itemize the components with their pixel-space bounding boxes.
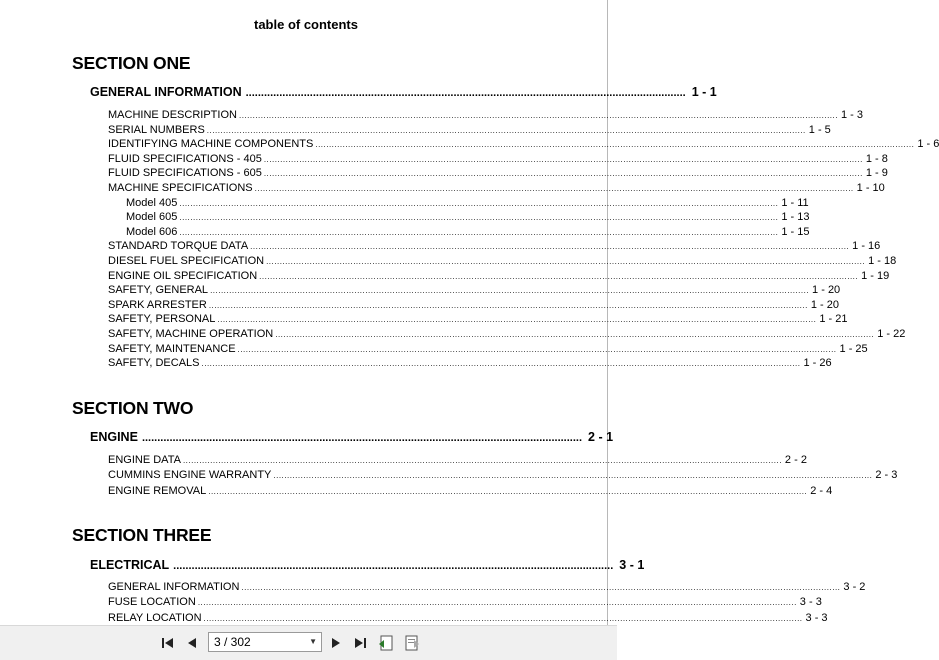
dot-leader: ............................................................................................................................................................................................................................ [206,125,806,135]
toc-entry[interactable] [108,468,898,482]
chapter-page: 2 - 1 [588,430,614,444]
toc-entry[interactable] [108,254,897,268]
toc-entry-page: 1 - 5 [808,123,831,136]
go-back-button[interactable] [378,635,394,651]
section-heading: SECTION THREE [72,525,212,545]
previous-page-button[interactable] [184,635,200,651]
toc-entry-label: STANDARD TORQUE DATA [108,240,249,253]
toc-entry-label: Model 606 [126,225,178,238]
chapter-label: GENERAL INFORMATION [90,85,242,99]
dot-leader: ............................................................................................................................................................................................................................ [263,154,863,164]
toc-entry[interactable] [108,123,831,137]
toc-entry[interactable] [108,484,833,498]
dot-leader: ............................................................................................................................................................................................................................ [182,456,782,465]
toc-entry-page: 3 - 3 [805,611,828,624]
toc-entry-page: 1 - 16 [852,240,881,253]
triangle-left-icon [185,636,199,650]
toc-entry-page: 1 - 19 [861,269,890,282]
first-page-button[interactable] [160,635,176,651]
toc-entry-page: 1 - 11 [781,196,809,209]
dot-leader: ............................................................................................................................................................................................................................ [238,111,838,120]
dot-leader: ............................................................................................................................................................................................................................ [179,198,779,208]
toc-entry-label: MACHINE DESCRIPTION [108,109,237,121]
toc-entry-page: 3 - 3 [799,596,822,609]
toc-entry-page: 2 - 3 [875,469,898,482]
toc-entry-label: SAFETY, MACHINE OPERATION [108,328,274,340]
chapter-row[interactable] [90,85,717,99]
page-number-select[interactable] [208,632,322,652]
toc-entry-label: SERIAL NUMBERS [108,123,205,136]
toc-entry[interactable] [108,269,890,283]
section-heading: SECTION TWO [72,398,194,418]
toc-entry-page: 1 - 20 [810,298,839,311]
dot-leader: ............................................................................................................................................................................................................................ [210,286,810,296]
dot-leader: ............................................................................................................................................................................................................................ [208,486,808,496]
toc-entry-label: IDENTIFYING MACHINE COMPONENTS [108,138,314,151]
toc-entry-label: Model 405 [126,196,178,209]
toc-entry[interactable] [108,453,807,467]
toc-entry[interactable] [108,137,939,151]
toc-entry-page: 1 - 10 [856,182,885,194]
toc-entry-label: FLUID SPECIFICATIONS - 605 [108,167,262,180]
toc-entry[interactable] [108,166,888,180]
dot-leader: ................................................................................................................................................ [141,432,583,444]
toc-entry-label: MACHINE SPECIFICATIONS [108,182,253,194]
last-page-button[interactable] [352,635,368,651]
toc-entry[interactable] [108,152,888,166]
toc-entry-page: 1 - 25 [839,342,868,355]
toc-entry[interactable] [126,196,809,210]
skip-forward-icon [353,636,367,650]
page-indicator: 3 / 302 [214,635,251,649]
toc-entry-label: SAFETY, MAINTENANCE [108,342,236,355]
dot-leader: ............................................................................................................................................................................................................................ [203,613,803,623]
dot-leader: ................................................................................................................................................ [173,560,614,572]
dot-leader: ............................................................................................................................................................................................................................ [275,330,875,339]
chapter-label: ENGINE [90,430,138,444]
toc-entry-page: 1 - 20 [812,284,841,297]
dot-leader: ............................................................................................................................................................................................................................ [179,213,779,223]
toc-entry-page: 1 - 21 [819,313,848,326]
toc-entry[interactable] [108,239,881,253]
toc-entry-page: 1 - 26 [803,357,832,370]
toc-entry-label: CUMMINS ENGINE WARRANTY [108,469,272,482]
section-heading: SECTION ONE [72,53,191,73]
toc-entry-label: RELAY LOCATION [108,611,202,624]
toc-entry-label: FUSE LOCATION [108,596,196,609]
dot-leader: ............................................................................................................................................................................................................................ [250,242,850,252]
chapter-row[interactable] [90,558,645,572]
dot-leader: ............................................................................................................................................................................................................................ [266,257,866,266]
toc-entry-page: 1 - 15 [781,225,810,238]
skip-back-icon [161,636,175,650]
chapter-page: 1 - 1 [691,85,717,99]
chapter-row[interactable] [90,430,614,444]
toc-entry[interactable] [108,611,828,625]
toc-entry[interactable] [108,580,866,594]
toc-entry-label: FLUID SPECIFICATIONS - 405 [108,152,262,165]
chapter-page: 3 - 1 [619,558,645,572]
next-page-button[interactable] [328,635,344,651]
viewer-toolbar [0,625,617,660]
toc-entry-page: 1 - 9 [865,167,888,180]
dot-leader: ............................................................................................................................................................................................................................ [273,471,873,481]
dot-leader: ............................................................................................................................................................................................................................ [201,359,801,369]
chapter-label: ELECTRICAL [90,558,170,572]
dot-leader: ............................................................................................................................................................................................................................ [315,140,915,150]
toc-entry-label: ENGINE OIL SPECIFICATION [108,269,258,282]
toc-entry-page: 1 - 13 [781,211,810,224]
forward-arrow-icon [404,635,420,651]
triangle-right-icon [329,636,343,650]
toc-entry-label: SAFETY, DECALS [108,357,200,370]
toc-entry[interactable] [108,181,885,195]
toc-entry-label: DIESEL FUEL SPECIFICATION [108,255,265,267]
toc-entry-page: 2 - 2 [784,454,807,466]
toc-entry-page: 1 - 3 [840,109,863,121]
toc-entry-label: ENGINE DATA [108,454,181,466]
dot-leader: ............................................................................................................................................................................................................................ [254,184,854,193]
toc-entry-label: Model 605 [126,211,178,224]
dot-leader: ............................................................................................................................................................................................................................ [263,169,863,179]
toc-entry-label: SAFETY, PERSONAL [108,313,216,326]
dot-leader: ............................................................................................................................................................................................................................ [237,344,837,354]
toc-entry[interactable] [108,595,822,609]
dot-leader: ............................................................................................................................................................................................................................ [208,300,808,310]
toc-entry-page: 2 - 4 [810,484,833,497]
dot-leader: ............................................................................................................................................................................................................................ [217,315,817,325]
toc-entry-page: 1 - 22 [877,328,906,340]
toc-entry[interactable] [126,210,810,224]
toc-entry[interactable] [108,356,832,370]
chevron-down-icon: ▼ [309,637,317,646]
toc-entry[interactable] [126,225,810,239]
document-title: table of contents [253,17,358,32]
toc-entry-label: GENERAL INFORMATION [108,581,240,593]
toc-entry[interactable] [108,283,841,297]
toc-entry-page: 3 - 2 [843,581,866,593]
toc-entry[interactable] [108,298,839,312]
toc-entry-page: 1 - 8 [865,152,888,165]
toc-entry-page: 1 - 6 [917,138,939,151]
toc-entry-page: 1 - 18 [868,255,897,267]
back-arrow-icon [378,635,394,651]
dot-leader: ................................................................................................................................................ [245,87,686,99]
dot-leader: ............................................................................................................................................................................................................................ [241,583,841,592]
toc-entry-label: SAFETY, GENERAL [108,284,209,297]
dot-leader: ............................................................................................................................................................................................................................ [259,271,859,281]
dot-leader: ............................................................................................................................................................................................................................ [179,227,779,237]
toc-entry-label: SPARK ARRESTER [108,298,207,311]
toc-entry-label: ENGINE REMOVAL [108,484,207,497]
toc-entry[interactable] [108,342,868,356]
go-forward-button[interactable] [404,635,420,651]
dot-leader: ............................................................................................................................................................................................................................ [197,598,797,608]
toc-entry[interactable] [108,327,906,341]
toc-entry[interactable] [108,108,863,122]
toc-entry[interactable] [108,312,848,326]
